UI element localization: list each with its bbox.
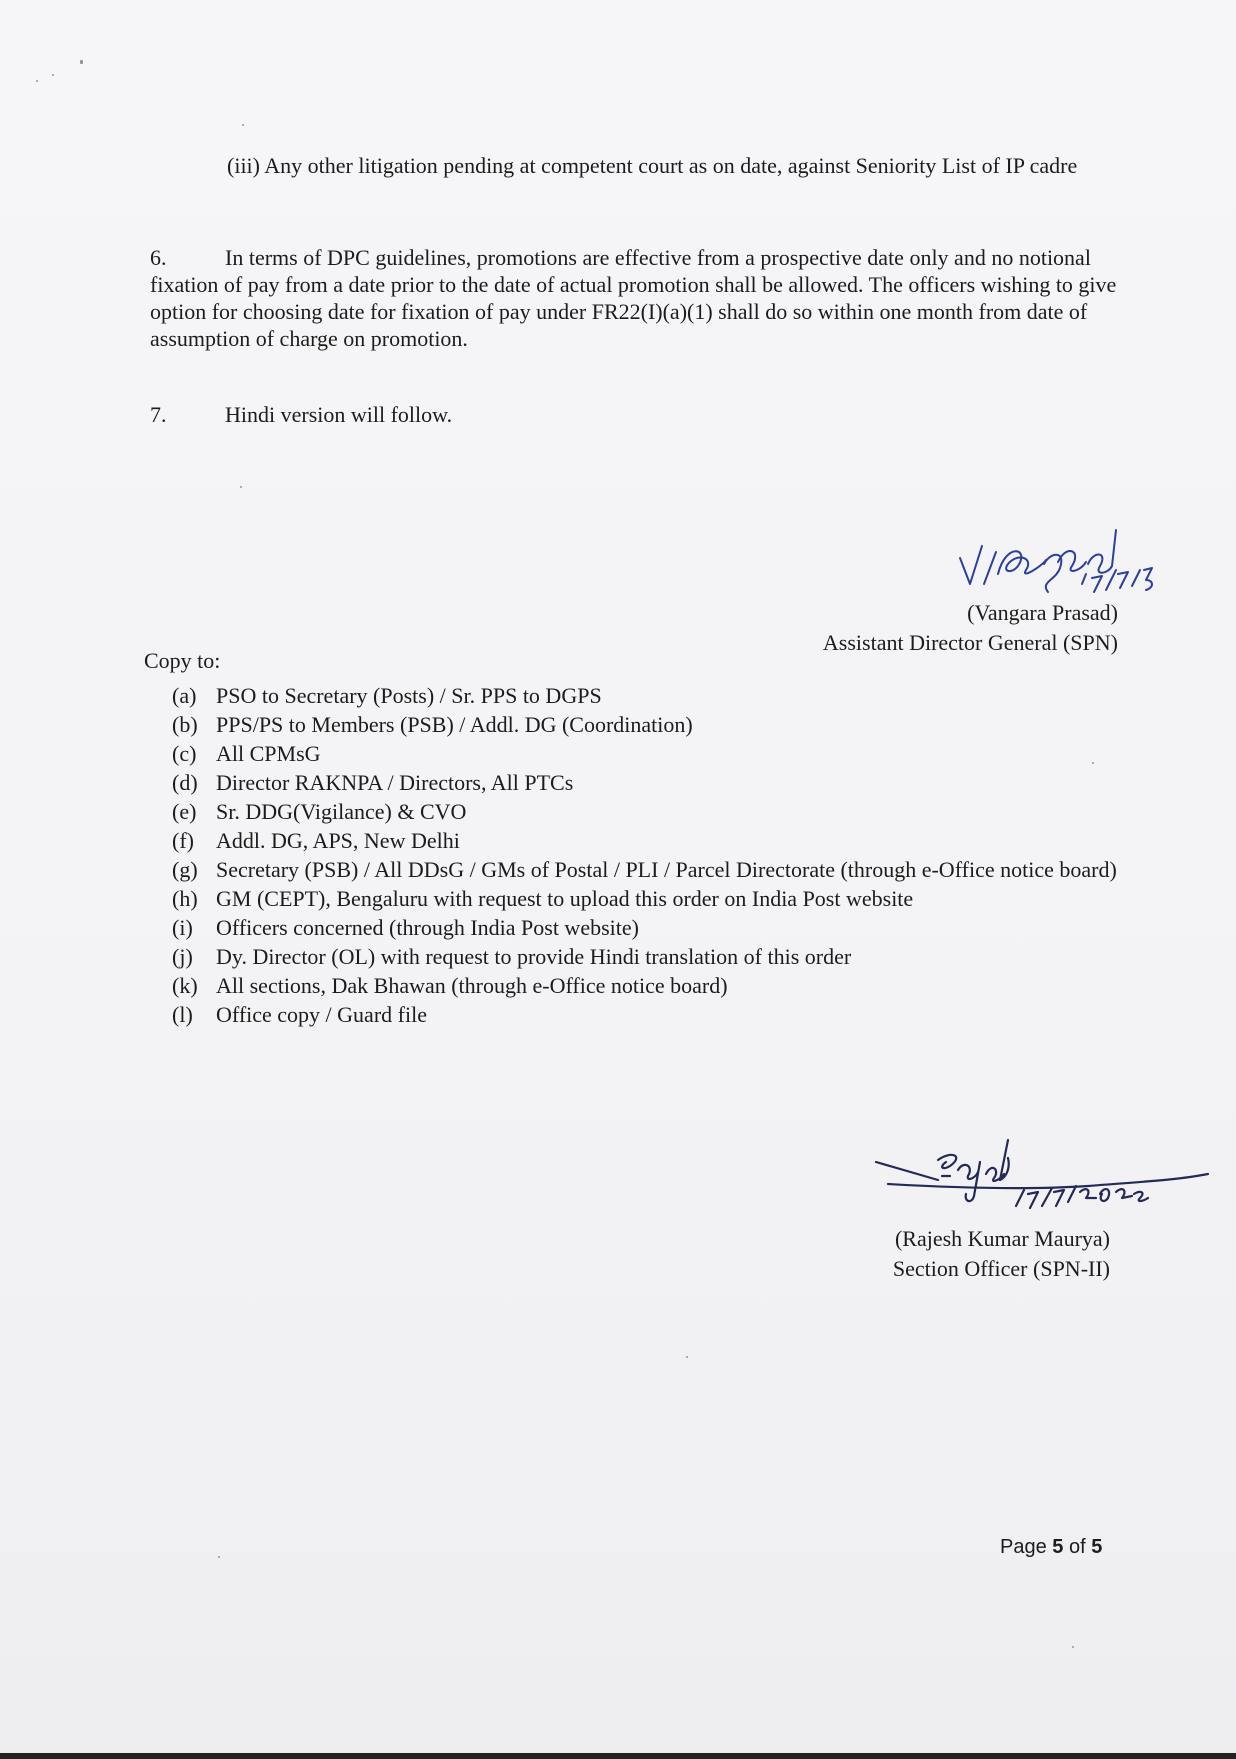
scan-edge xyxy=(0,1753,1236,1759)
paragraph-7-text: Hindi version will follow. xyxy=(225,402,453,427)
signatory1-name: (Vangara Prasad) xyxy=(967,600,1118,625)
list-item: (f) Addl. DG, APS, New Delhi xyxy=(172,828,460,853)
list-item: (c) All CPMsG xyxy=(172,741,321,766)
paragraph-7 xyxy=(150,401,1125,428)
list-item: (d) Director RAKNPA / Directors, All PTCs xyxy=(172,770,574,795)
list-item: (e) Sr. DDG(Vigilance) & CVO xyxy=(172,799,467,824)
list-item: (l) Office copy / Guard file xyxy=(172,1002,427,1027)
paragraph-6-text: In terms of DPC guidelines, promotions are effective from a prospective date only and no notional fixation of pay from a date prior to the date of actual promotion shall be allowed. The officers wishing to give option for choosing date for fixation of pay under FR22(I)(a)(1) shall do so within one month from date of assumption of charge on promotion. xyxy=(150,245,1117,351)
list-item: (b) PPS/PS to Members (PSB) / Addl. DG (Coordination) xyxy=(172,712,693,737)
paragraph-6-number: 6. xyxy=(150,245,167,270)
paragraph-6 xyxy=(150,244,1125,352)
page-number: Page 5 of 5 xyxy=(1000,1536,1103,1558)
copy-to-heading: Copy to: xyxy=(144,648,221,673)
list-item: (h) GM (CEPT), Bengaluru with request to upload this order on India Post website xyxy=(172,886,914,911)
list-item: (j) Dy. Director (OL) with request to provide Hindi translation of this order xyxy=(172,944,852,969)
paragraph-7-number: 7. xyxy=(150,402,167,427)
list-item: (a) PSO to Secretary (Posts) / Sr. PPS to DGPS xyxy=(172,683,602,708)
signature-rajesh-kumar-maurya xyxy=(868,1136,1218,1220)
signature-vangara-prasad xyxy=(948,522,1168,608)
list-item: (g) Secretary (PSB) / All DDsG / GMs of Postal / PLI / Parcel Directorate (through e-Office notice board) xyxy=(172,857,1117,882)
signatory2-name: (Rajesh Kumar Maurya) xyxy=(894,1226,1110,1251)
list-item: (i) Officers concerned (through India Post website) xyxy=(172,915,639,940)
list-item: (k) All sections, Dak Bhawan (through e-Office notice board) xyxy=(172,973,728,998)
item-iii: (iii) Any other litigation pending at competent court as on date, against Seniority List of IP cadre xyxy=(227,153,1078,178)
copy-to-list xyxy=(172,682,1132,1030)
signatory2-designation: Section Officer (SPN-II) xyxy=(892,1256,1110,1281)
signatory1-designation: Assistant Director General (SPN) xyxy=(822,630,1118,655)
